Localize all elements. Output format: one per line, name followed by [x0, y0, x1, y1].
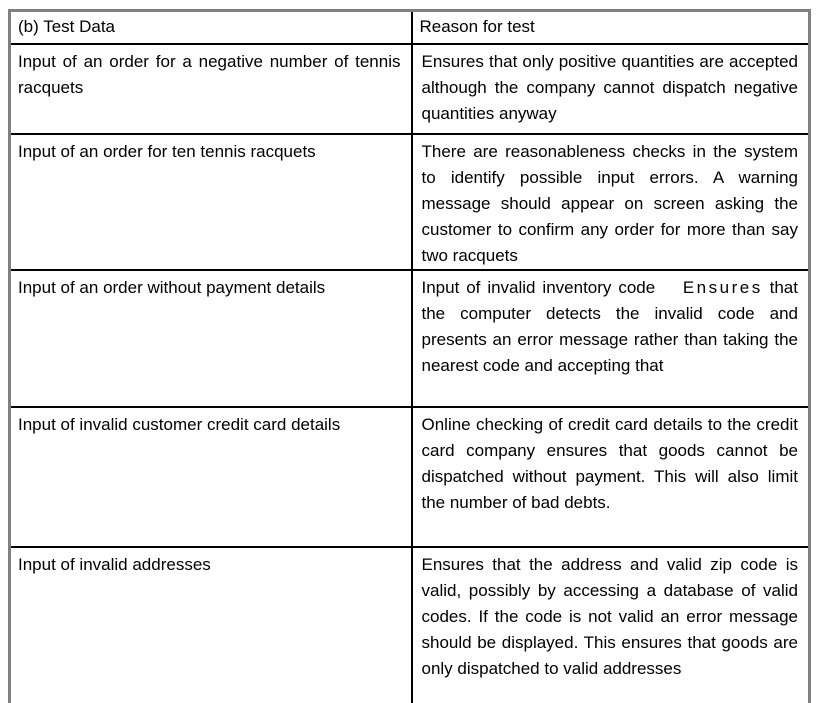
cell-text: Input of an order without payment details: [18, 278, 326, 297]
cell-text: Ensures that the address and valid zip code is valid, possibly by accessing a database of valid codes. If the code is not valid an error message should be displayed. This ensures that goods are only dispatched to valid addresses: [421, 555, 798, 678]
test-data-cell: [10, 270, 412, 407]
cell-text: Online checking of credit card details to the credit card company ensures that goods cannot be dispatched without payment. This will also limit the number of bad debts.: [421, 415, 798, 512]
cell-text: Input of invalid inventory code: [421, 278, 683, 297]
table-row: [10, 547, 810, 703]
cell-text: Input of invalid addresses: [18, 555, 211, 574]
table-row: [10, 44, 810, 134]
reason-cell: [412, 270, 810, 407]
cell-text: Ensures that only positive quantities are accepted although the company cannot dispatch negative quantities anyway: [421, 52, 798, 123]
cell-text: Input of an order for a negative number of tennis racquets: [18, 52, 401, 97]
table-body: [10, 44, 810, 703]
header-test-data: (b) Test Data: [10, 11, 412, 45]
table-row: [10, 407, 810, 547]
reason-cell: [412, 547, 810, 703]
header-row: [10, 11, 810, 45]
test-data-cell: [10, 44, 412, 134]
letter-spaced-text: Ensures: [682, 278, 763, 297]
cell-text: that the computer detects the invalid code and presents an error message rather than taking the nearest code and accepting that: [421, 278, 798, 375]
test-data-cell: [10, 547, 412, 703]
test-data-table: [8, 9, 811, 703]
cell-text: There are reasonableness checks in the system to identify possible input errors. A warning message should appear on screen asking the customer to confirm any order for more than say two racquets: [421, 142, 798, 265]
reason-cell: [412, 44, 810, 134]
reason-cell: [412, 134, 810, 270]
table-row: [10, 270, 810, 407]
test-data-cell: [10, 134, 412, 270]
header-reason-for-test: Reason for test: [412, 11, 810, 45]
cell-text: Input of an order for ten tennis racquets: [18, 142, 316, 161]
cell-text: Input of invalid customer credit card details: [18, 415, 341, 434]
table-row: [10, 134, 810, 270]
test-data-cell: [10, 407, 412, 547]
reason-cell: [412, 407, 810, 547]
